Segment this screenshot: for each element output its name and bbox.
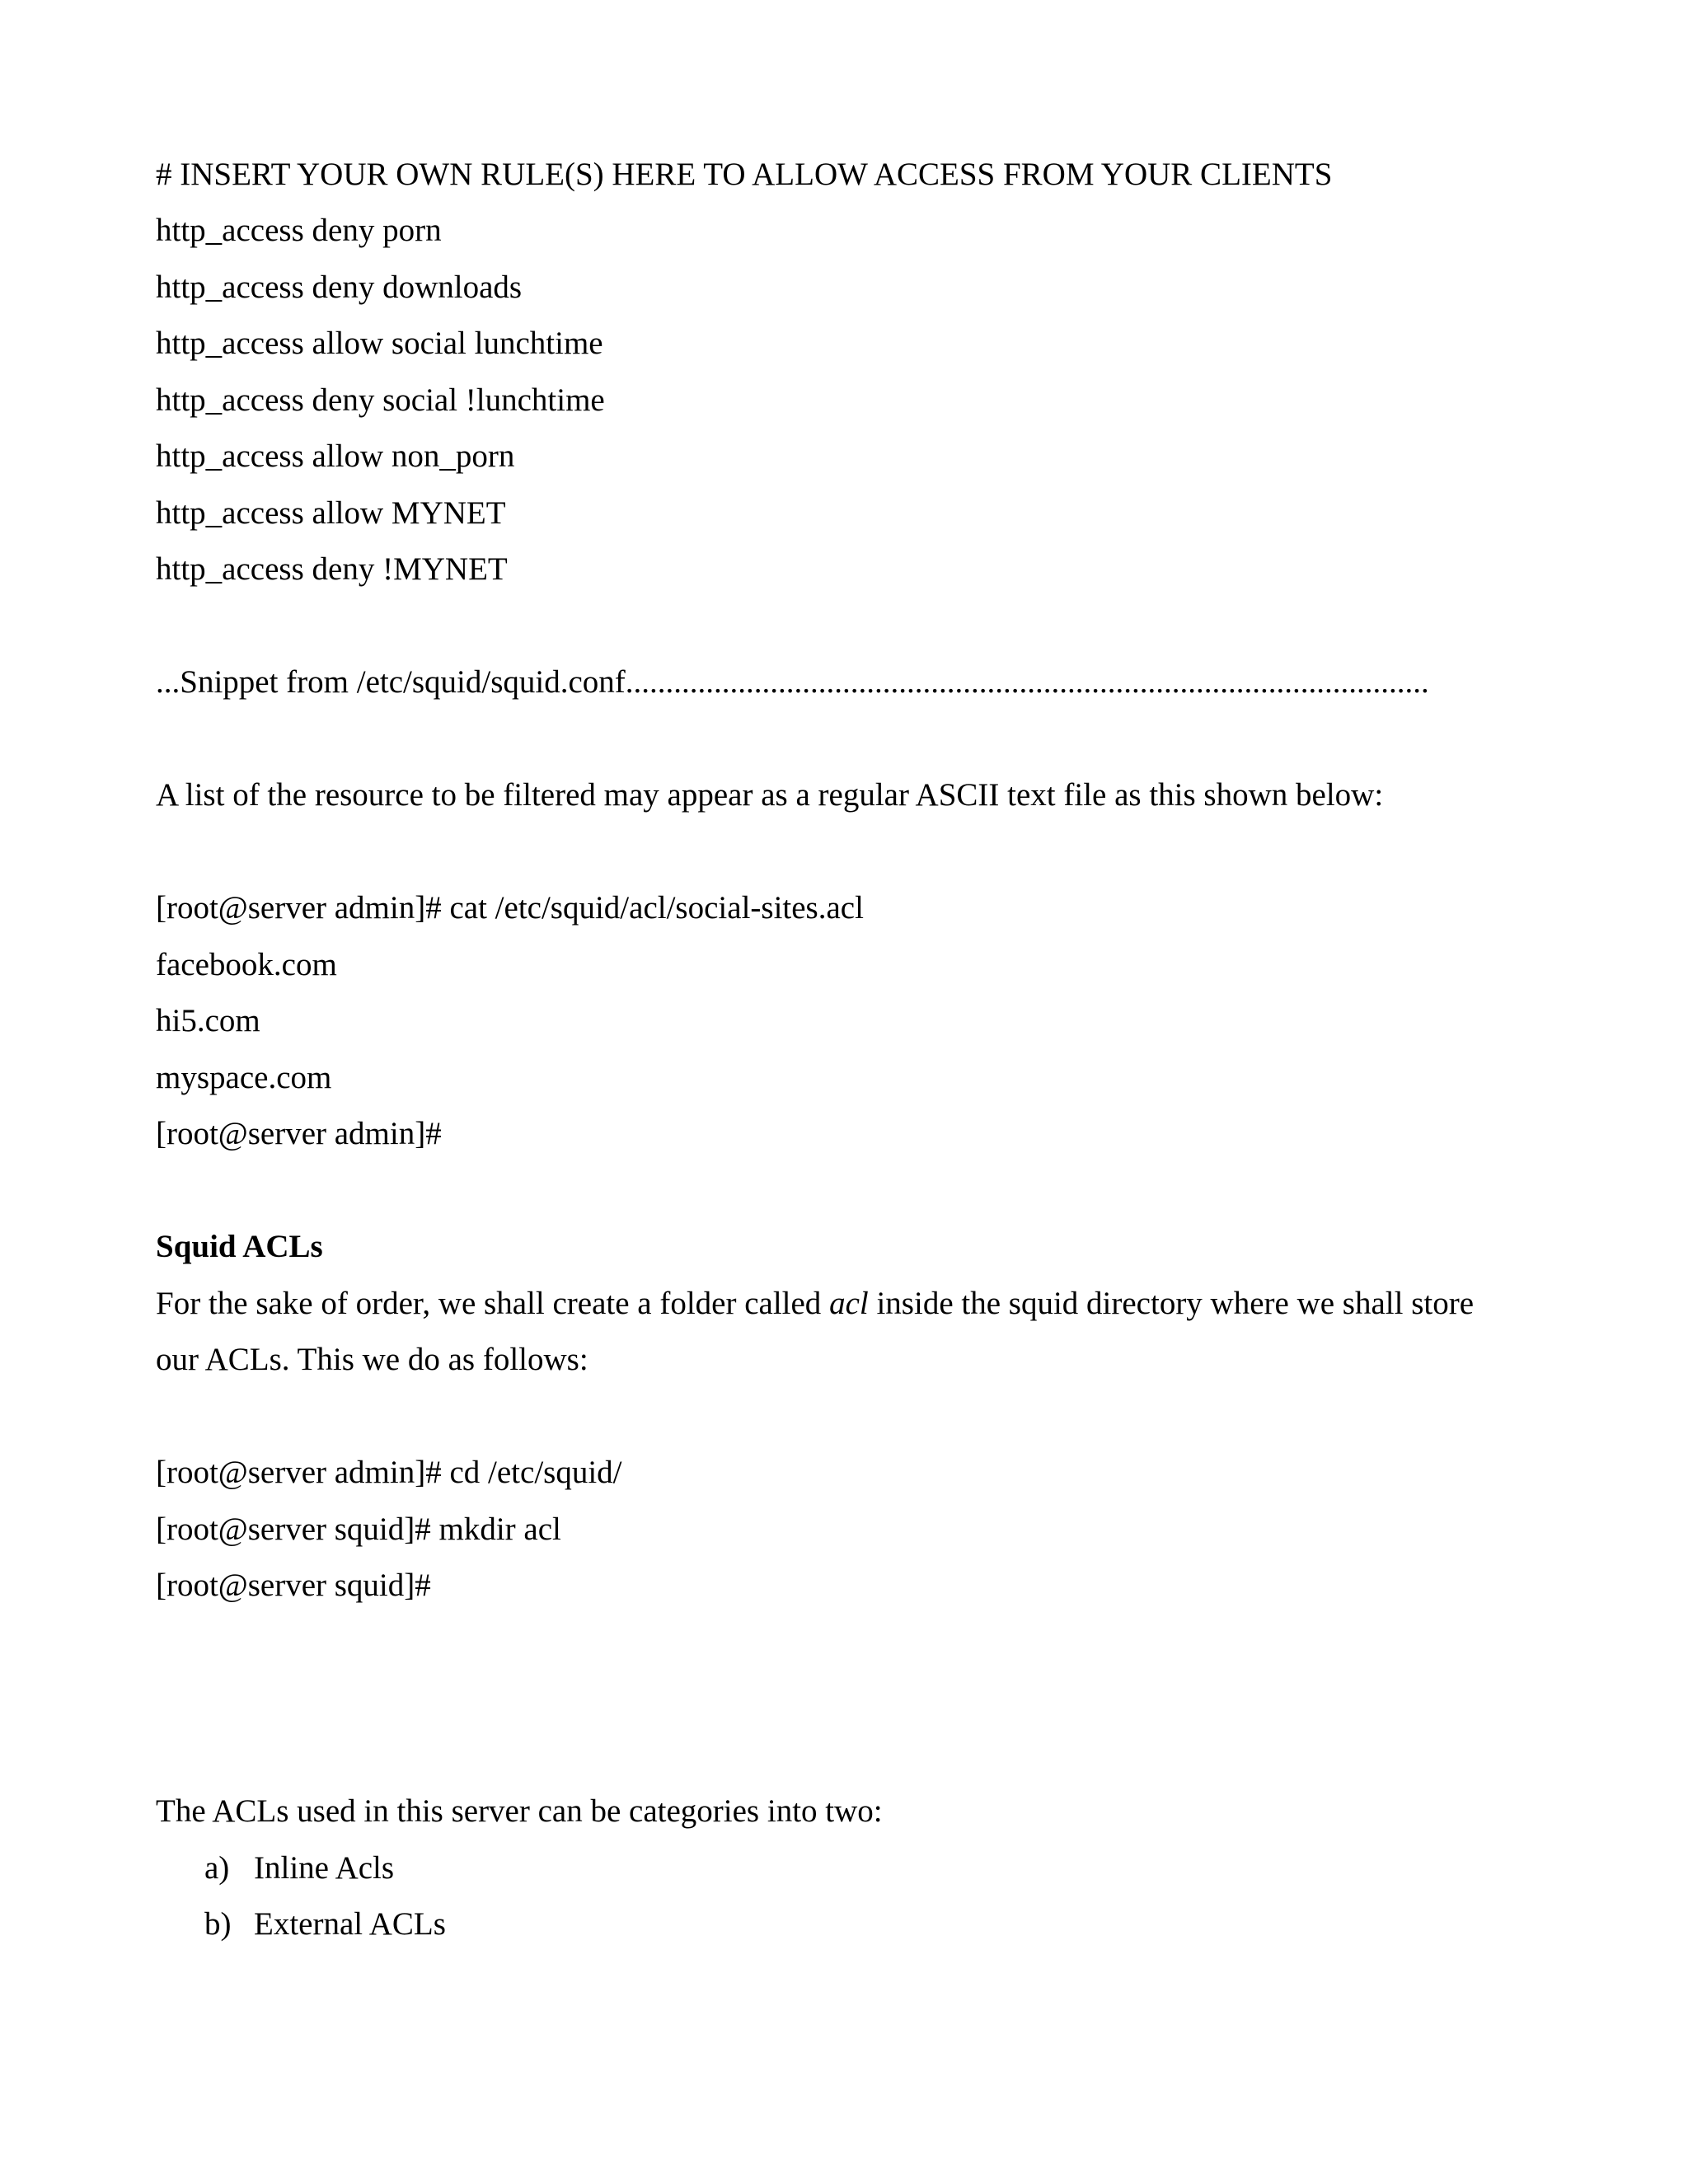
terminal-line: [root@server admin]# cat /etc/squid/acl/social-sites.acl [156,890,864,926]
terminal-line: myspace.com [156,1060,332,1095]
config-rule: http_access allow non_porn [156,438,515,474]
terminal-line: hi5.com [156,1003,260,1038]
list-marker: b) [204,1906,232,1942]
config-rule: http_access deny !MYNET [156,551,508,587]
paragraph-text: inside the squid directory where we shall store [868,1286,1475,1321]
config-rule: http_access deny downloads [156,269,523,305]
categories-intro: The ACLs used in this server can be categories into two: [156,1793,883,1829]
list-item-label: Inline Acls [254,1850,395,1886]
snippet-caption: ...Snippet from /etc/squid/squid.conf.................................................................................................... [156,664,1429,700]
section-heading: Squid ACLs [156,1229,323,1264]
terminal-line: [root@server admin]# [156,1116,442,1151]
terminal-line: facebook.com [156,947,337,982]
paragraph-italic-term: acl [829,1286,869,1321]
section-paragraph-line: our ACLs. This we do as follows: [156,1342,588,1377]
list-item-label: External ACLs [254,1906,446,1942]
config-rule: http_access deny social !lunchtime [156,382,605,418]
list-intro-paragraph: A list of the resource to be filtered may appear as a regular ASCII text file as this shown below: [156,777,1384,813]
section-paragraph-line [156,1284,1474,1324]
terminal-line: [root@server admin]# cd /etc/squid/ [156,1455,622,1490]
config-rule: http_access deny porn [156,213,442,248]
terminal-line: [root@server squid]# mkdir acl [156,1511,561,1547]
list-marker: a) [204,1850,230,1886]
terminal-line: [root@server squid]# [156,1568,431,1603]
config-rule: http_access allow MYNET [156,495,506,531]
config-comment: # INSERT YOUR OWN RULE(S) HERE TO ALLOW ACCESS FROM YOUR CLIENTS [156,157,1333,192]
paragraph-text: For the sake of order, we shall create a folder called [156,1286,830,1321]
config-rule: http_access allow social lunchtime [156,326,603,361]
